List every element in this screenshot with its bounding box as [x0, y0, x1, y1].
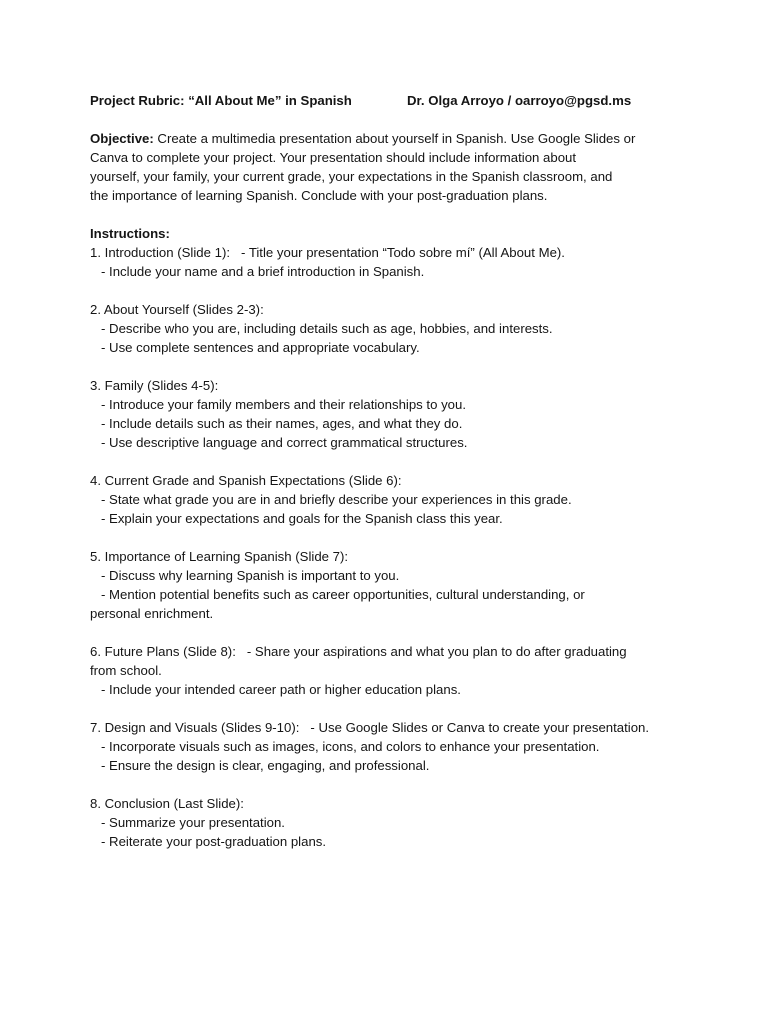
section-line: - Discuss why learning Spanish is important to you. — [90, 568, 400, 583]
rubric-document — [90, 91, 728, 851]
section-line: 2. About Yourself (Slides 2-3): — [90, 302, 264, 317]
instructions-title: Instructions: — [90, 226, 170, 241]
document-title: Project Rubric: “All About Me” in Spanish — [90, 93, 352, 108]
section-line: - Include your name and a brief introduction in Spanish. — [90, 264, 425, 279]
instruction-section-about-yourself — [90, 300, 728, 357]
instruction-section-current-grade — [90, 471, 728, 528]
section-line: from school. — [90, 663, 162, 678]
section-line: - Use complete sentences and appropriate vocabulary. — [90, 340, 420, 355]
section-line: - Explain your expectations and goals for the Spanish class this year. — [90, 511, 503, 526]
section-line: personal enrichment. — [90, 606, 214, 621]
instruction-section-future-plans — [90, 642, 728, 699]
objective-line: the importance of learning Spanish. Conclude with your post-graduation plans. — [90, 188, 548, 203]
section-line: 8. Conclusion (Last Slide): — [90, 796, 244, 811]
instruction-section-family — [90, 376, 728, 452]
section-line: 1. Introduction (Slide 1): - Title your presentation “Todo sobre mí” (All About Me). — [90, 245, 565, 260]
section-line: 3. Family (Slides 4-5): — [90, 378, 219, 393]
section-line: - State what grade you are in and briefly describe your experiences in this grade. — [90, 492, 572, 507]
section-line: - Include your intended career path or higher education plans. — [90, 682, 461, 697]
section-line: 5. Importance of Learning Spanish (Slide 7): — [90, 549, 349, 564]
section-line: - Reiterate your post-graduation plans. — [90, 834, 327, 849]
author-contact: Dr. Olga Arroyo / oarroyo@pgsd.ms — [407, 93, 632, 108]
objective-line — [90, 129, 680, 148]
section-line: - Introduce your family members and their relationships to you. — [90, 397, 467, 412]
section-line: - Summarize your presentation. — [90, 815, 285, 830]
objective-label: Objective: — [90, 131, 154, 146]
section-line: 6. Future Plans (Slide 8): - Share your aspirations and what you plan to do after graduating — [90, 644, 627, 659]
section-line: - Describe who you are, including details such as age, hobbies, and interests. — [90, 321, 553, 336]
section-line: - Include details such as their names, ages, and what they do. — [90, 416, 463, 431]
section-line: - Incorporate visuals such as images, icons, and colors to enhance your presentation. — [90, 739, 600, 754]
objective-paragraph — [90, 129, 680, 205]
objective-line: Canva to complete your project. Your presentation should include information about — [90, 150, 577, 165]
instruction-section-design — [90, 718, 728, 775]
section-line: 4. Current Grade and Spanish Expectations (Slide 6): — [90, 473, 402, 488]
section-line: - Mention potential benefits such as career opportunities, cultural understanding, or — [90, 587, 585, 602]
section-line: - Ensure the design is clear, engaging, and professional. — [90, 758, 430, 773]
section-line: 7. Design and Visuals (Slides 9-10): - Use Google Slides or Canva to create your presentation. — [90, 720, 650, 735]
objective-text-line-1: Create a multimedia presentation about yourself in Spanish. Use Google Slides or — [153, 131, 636, 146]
instruction-section-conclusion — [90, 794, 728, 851]
objective-line: yourself, your family, your current grade, your expectations in the Spanish classroom, and — [90, 169, 613, 184]
document-header — [90, 91, 728, 110]
instruction-section-introduction — [90, 243, 728, 281]
section-line: - Use descriptive language and correct grammatical structures. — [90, 435, 468, 450]
instruction-section-importance — [90, 547, 728, 623]
